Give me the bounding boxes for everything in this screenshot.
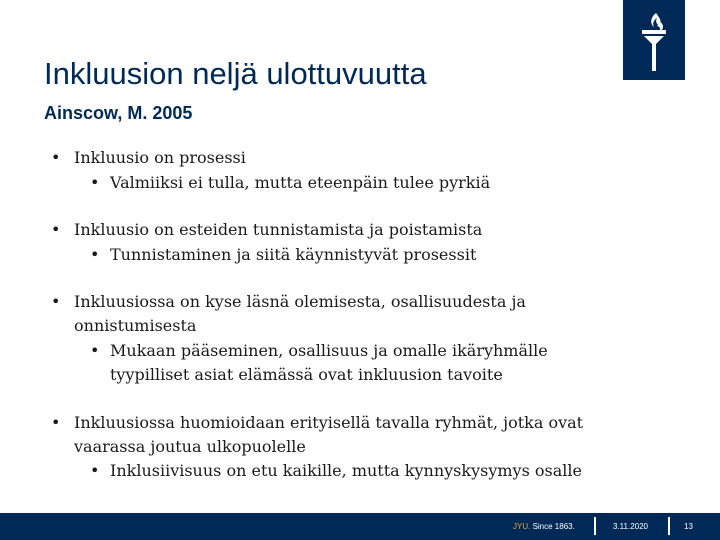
sub-bullet-text: Mukaan pääseminen, osallisuus ja omalle ikäryhmälle <box>110 341 548 360</box>
sub-bullet-marker: • <box>90 173 100 192</box>
footer-divider <box>668 517 670 535</box>
page-number: 13 <box>684 522 693 531</box>
sub-bullet-text: Valmiiksi ei tulla, mutta eteenpäin tulee pyrkiä <box>110 173 491 192</box>
sub-bullet-marker: • <box>90 245 100 264</box>
bullet-text: Inkluusiossa huomioidaan erityisellä tavalla ryhmät, jotka ovat <box>74 413 584 432</box>
brand-since: Since 1863. <box>530 522 575 531</box>
bullet-marker: • <box>51 148 61 167</box>
footer-bar <box>0 513 720 540</box>
bullet-marker: • <box>51 292 61 311</box>
bullet-marker: • <box>51 413 61 432</box>
sub-bullet-marker: • <box>90 461 100 480</box>
bullet-text-continuation: onnistumisesta <box>74 316 197 335</box>
footer-divider <box>594 517 596 535</box>
slide-subtitle: Ainscow, M. 2005 <box>44 103 193 123</box>
sub-bullet-text: Tunnistaminen ja siitä käynnistyvät prosessit <box>110 245 477 264</box>
bullet-text-continuation: vaarassa joutua ulkopuolelle <box>74 437 306 456</box>
footer-date: 3.11.2020 <box>613 522 648 531</box>
sub-bullet-text-continuation: tyypilliset asiat elämässä ovat inkluusion tavoite <box>110 365 503 384</box>
bullet-marker: • <box>51 220 61 239</box>
sub-bullet-text: Inklusiivisuus on etu kaikille, mutta kynnyskysymys osalle <box>110 461 582 480</box>
sub-bullet-marker: • <box>90 341 100 360</box>
bullet-text: Inkluusio on esteiden tunnistamista ja poistamista <box>74 220 483 239</box>
bullet-text: Inkluusio on prosessi <box>74 148 246 167</box>
slide-title: Inkluusion neljä ulottuvuutta <box>44 56 427 91</box>
bullet-text: Inkluusiossa on kyse läsnä olemisesta, osallisuudesta ja <box>74 292 526 311</box>
brand-jyu: JYU. <box>513 522 531 531</box>
footer-brand <box>513 513 575 540</box>
